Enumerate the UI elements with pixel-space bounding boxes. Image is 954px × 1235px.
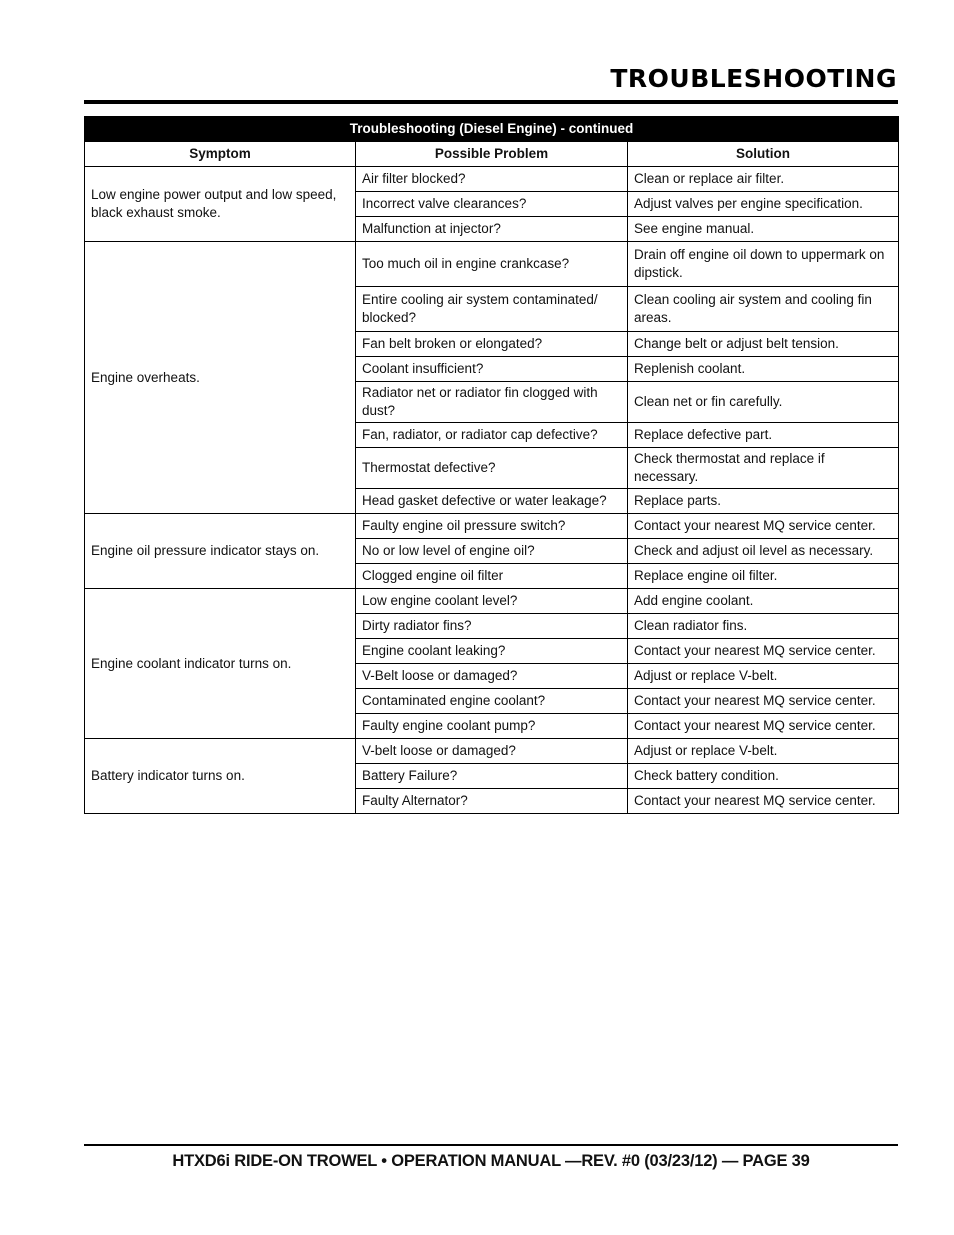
symptom-cell: Battery indicator turns on. bbox=[85, 739, 356, 814]
solution-cell: Contact your nearest MQ service center. bbox=[628, 514, 899, 539]
column-header-possible-problem: Possible Problem bbox=[356, 142, 628, 167]
solution-cell: Contact your nearest MQ service center. bbox=[628, 789, 899, 814]
table-row bbox=[85, 514, 899, 539]
problem-cell: V-Belt loose or damaged? bbox=[356, 664, 628, 689]
problem-cell: Faulty engine oil pressure switch? bbox=[356, 514, 628, 539]
solution-cell: Adjust or replace V-belt. bbox=[628, 664, 899, 689]
solution-cell: Change belt or adjust belt tension. bbox=[628, 332, 899, 357]
problem-cell: Malfunction at injector? bbox=[356, 217, 628, 242]
symptom-cell: Engine overheats. bbox=[85, 242, 356, 514]
problem-cell: Low engine coolant level? bbox=[356, 589, 628, 614]
footer-divider bbox=[84, 1144, 898, 1146]
problem-cell: Battery Failure? bbox=[356, 764, 628, 789]
solution-cell: Clean radiator fins. bbox=[628, 614, 899, 639]
solution-cell: Replace parts. bbox=[628, 489, 899, 514]
problem-cell: No or low level of engine oil? bbox=[356, 539, 628, 564]
column-header-solution: Solution bbox=[628, 142, 899, 167]
solution-cell: Contact your nearest MQ service center. bbox=[628, 689, 899, 714]
solution-cell: Adjust or replace V-belt. bbox=[628, 739, 899, 764]
problem-cell: Incorrect valve clearances? bbox=[356, 192, 628, 217]
problem-cell: Faulty engine coolant pump? bbox=[356, 714, 628, 739]
problem-cell: Engine coolant leaking? bbox=[356, 639, 628, 664]
table-row bbox=[85, 739, 899, 764]
solution-cell: Clean or replace air filter. bbox=[628, 167, 899, 192]
page-title: TROUBLESHOOTING bbox=[610, 64, 897, 93]
solution-cell: Replenish coolant. bbox=[628, 357, 899, 382]
symptom-cell: Engine coolant indicator turns on. bbox=[85, 589, 356, 739]
symptom-cell: Engine oil pressure indicator stays on. bbox=[85, 514, 356, 589]
solution-cell: Drain off engine oil down to uppermark on dipstick. bbox=[628, 242, 899, 287]
problem-cell: V-belt loose or damaged? bbox=[356, 739, 628, 764]
problem-cell: Faulty Alternator? bbox=[356, 789, 628, 814]
problem-cell: Too much oil in engine crankcase? bbox=[356, 242, 628, 287]
problem-cell: Radiator net or radiator fin clogged with dust? bbox=[356, 382, 628, 423]
problem-cell: Fan belt broken or elongated? bbox=[356, 332, 628, 357]
solution-cell: Clean cooling air system and cooling fin areas. bbox=[628, 287, 899, 332]
problem-cell: Dirty radiator fins? bbox=[356, 614, 628, 639]
problem-cell: Coolant insufficient? bbox=[356, 357, 628, 382]
problem-cell: Contaminated engine coolant? bbox=[356, 689, 628, 714]
solution-cell: Contact your nearest MQ service center. bbox=[628, 714, 899, 739]
solution-cell: Clean net or fin carefully. bbox=[628, 382, 899, 423]
table-row bbox=[85, 242, 899, 287]
solution-cell: Check and adjust oil level as necessary. bbox=[628, 539, 899, 564]
table-row bbox=[85, 589, 899, 614]
solution-cell: See engine manual. bbox=[628, 217, 899, 242]
solution-cell: Check thermostat and replace if necessary. bbox=[628, 448, 899, 489]
solution-cell: Replace defective part. bbox=[628, 423, 899, 448]
problem-cell: Fan, radiator, or radiator cap defective? bbox=[356, 423, 628, 448]
solution-cell: Contact your nearest MQ service center. bbox=[628, 639, 899, 664]
page-footer: HTXD6i RIDE-ON TROWEL • OPERATION MANUAL —REV. #0 (03/23/12) — PAGE 39 bbox=[172, 1152, 810, 1170]
column-header-symptom: Symptom bbox=[85, 142, 356, 167]
problem-cell: Thermostat defective? bbox=[356, 448, 628, 489]
problem-cell: Air filter blocked? bbox=[356, 167, 628, 192]
solution-cell: Check battery condition. bbox=[628, 764, 899, 789]
title-divider bbox=[84, 100, 898, 104]
table-caption: Troubleshooting (Diesel Engine) - continued bbox=[85, 117, 899, 142]
troubleshooting-table bbox=[84, 116, 899, 814]
table-body bbox=[85, 167, 899, 814]
solution-cell: Adjust valves per engine specification. bbox=[628, 192, 899, 217]
problem-cell: Head gasket defective or water leakage? bbox=[356, 489, 628, 514]
table-row bbox=[85, 167, 899, 192]
problem-cell: Entire cooling air system contaminated/ blocked? bbox=[356, 287, 628, 332]
problem-cell: Clogged engine oil filter bbox=[356, 564, 628, 589]
symptom-cell: Low engine power output and low speed, black exhaust smoke. bbox=[85, 167, 356, 242]
solution-cell: Add engine coolant. bbox=[628, 589, 899, 614]
solution-cell: Replace engine oil filter. bbox=[628, 564, 899, 589]
